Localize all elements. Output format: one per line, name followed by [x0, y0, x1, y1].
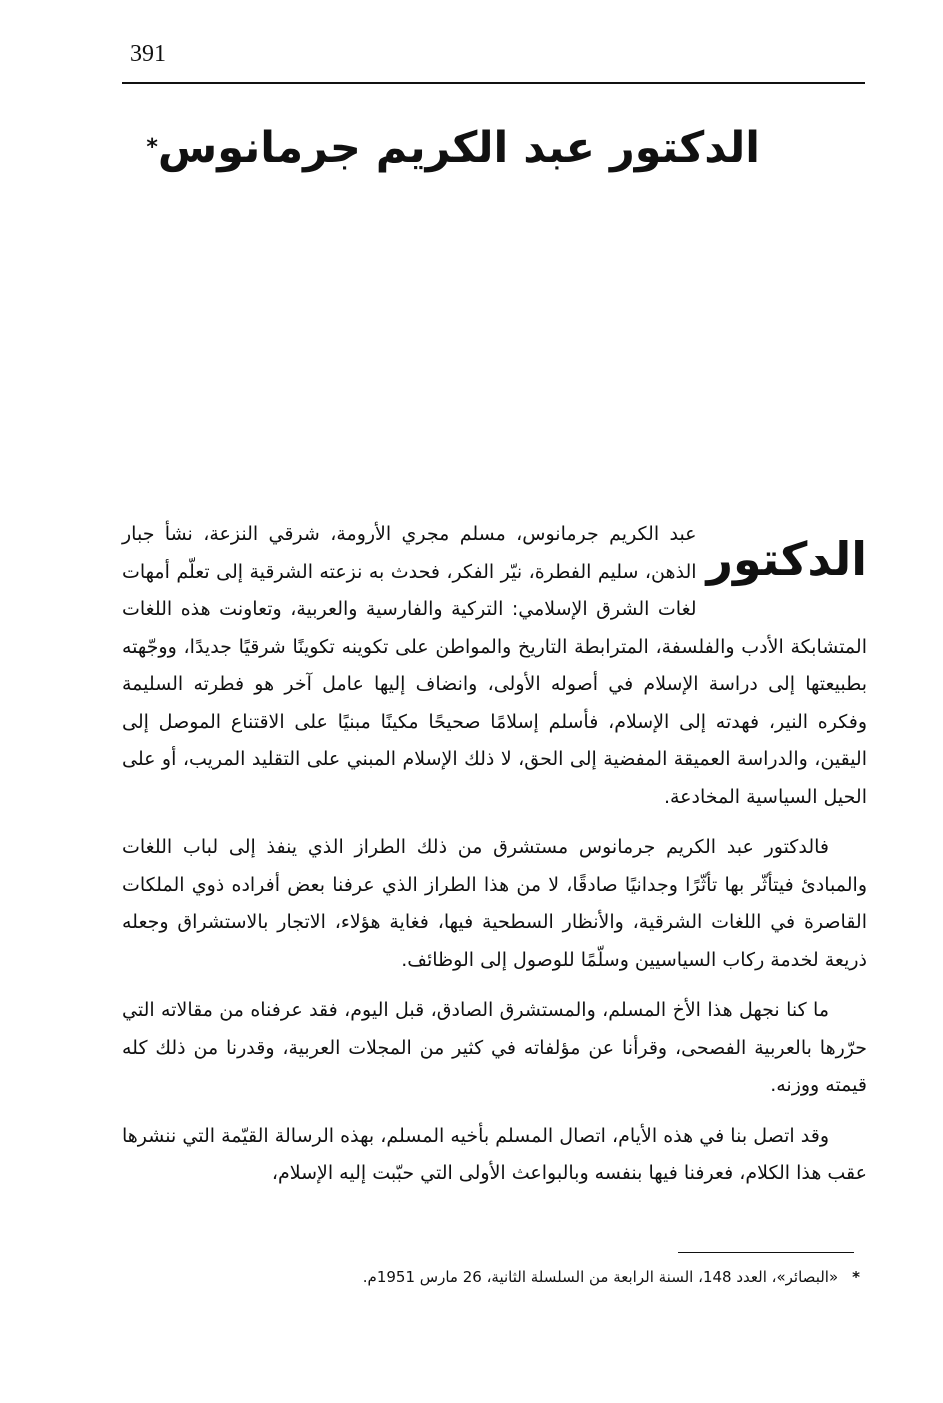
- paragraph-2: فالدكتور عبد الكريم جرمانوس مستشرق من ذلك الطراز الذي ينفذ إلى لباب اللغات والمبادئ فيتأثّر بها تأثّرًا وجدانيًا صادقًا، لا من هذا الطراز الذي عرفنا بعض أفراده ذوي الملكات القاصرة في اللغات الشرقية، والأنظار السطحية فيها، فغاية هؤلاء، الاتجار بالاستشراق وجعله ذريعة لخدمة ركاب السياسيين وسلّمًا للوصول إلى الوظائف.: [122, 836, 867, 971]
- paragraph-3: ما كنا نجهل هذا الأخ المسلم، والمستشرق الصادق، قبل اليوم، فقد عرفناه من مقالاته التي حرّرها بالعربية الفصحى، وقرأنا عن مؤلفاته في كثير من المجلات العربية، وقدرنا من ذلك كله قيمته ووزنه.: [122, 999, 867, 1096]
- paragraph-4: وقد اتصل بنا في هذه الأيام، اتصال المسلم بأخيه المسلم، بهذه الرسالة القيّمة التي ننشرها عقب هذا الكلام، فعرفنا فيها بنفسه وبالبواعث الأولى التي حبّبت إليه الإسلام،: [122, 1124, 867, 1184]
- paragraph-1-text: عبد الكريم جرمانوس، مسلم مجري الأرومة، شرقي النزعة، نشأ جبار الذهن، سليم الفطرة، نيّر الفكر، فحدث به نزعته الشرقية إلى تعلّم أمهات لغات الشرق الإسلامي: التركية والفارسية والعربية، وتعاونت هذه اللغات المتشابكة الأدب والفلسفة، المترابطة التاريخ والمواطن على تكوينه تكوينًا شرقيًا جديدًا، ووجّهته بطبيعتها إلى دراسة الإسلام في أصوله الأولى، وانضاف إليها عامل آخر هو فطرته السليمة وفكره النير، فهدته إلى الإسلام، فأسلم إسلامًا صحيحًا مكينًا مبنيًا على الاقتناع الموصل إلى اليقين، والدراسة العميقة المفضية إلى الحق، لا ذلك الإسلام المبني على التقليد المريب، أو على الحيل السياسية المخادعة.: [122, 523, 867, 808]
- footnote: [200, 1264, 860, 1290]
- paragraph-1: [122, 516, 867, 816]
- footnote-marker: *: [852, 1268, 860, 1286]
- title-footnote-marker: *: [146, 135, 158, 160]
- title-text: الدكتور عبد الكريم جرمانوس: [157, 123, 760, 173]
- dropcap-word: الدكتور: [706, 532, 867, 586]
- footnote-rule: [678, 1252, 854, 1253]
- article-title: [146, 118, 760, 178]
- header-rule: [122, 82, 865, 84]
- article-body: [122, 516, 867, 1193]
- footnote-text: «البصائر»، العدد 148، السنة الرابعة من السلسلة الثانية، 26 مارس 1951م.: [362, 1268, 839, 1286]
- page-number: 391: [130, 41, 166, 67]
